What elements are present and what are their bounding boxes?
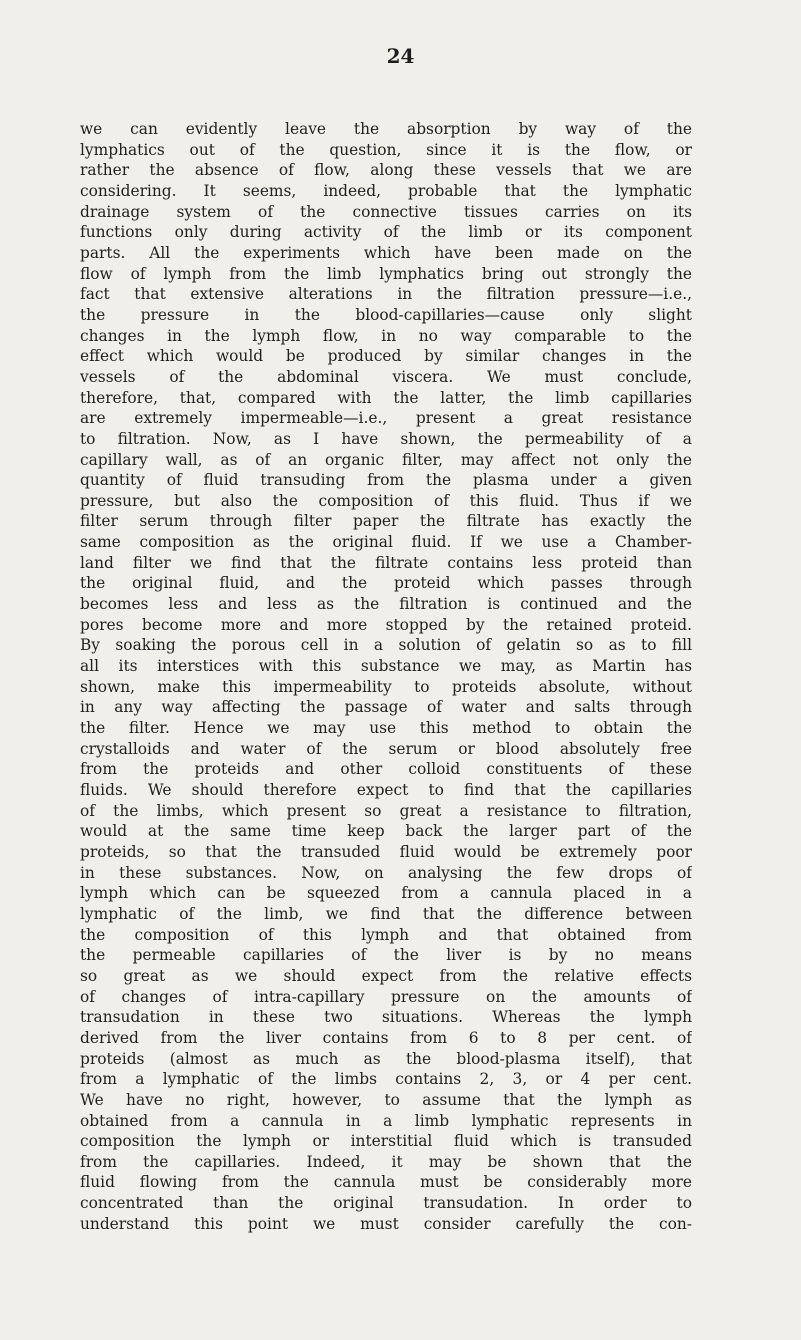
text-line: crystalloids and water of the serum or blood absolutely free: [80, 739, 692, 758]
text-line: from a lymphatic of the limbs contains 2, 3, or 4 per cent.: [80, 1070, 692, 1089]
text-line: lymph which can be squeezed from a cannula placed in a: [80, 884, 692, 903]
text-line: We have no right, however, to assume that the lymph as: [80, 1090, 692, 1109]
text-line: in any way affecting the passage of water and salts through: [80, 698, 692, 717]
text-line: changes in the lymph flow, in no way comparable to the: [80, 326, 692, 345]
text-line: the filter. Hence we may use this method to obtain the: [80, 719, 692, 738]
text-line: all its interstices with this substance we may, as Martin has: [80, 657, 692, 676]
text-line: composition the lymph or interstitial fluid which is transuded: [80, 1132, 692, 1151]
text-line: derived from the liver contains from 6 to 8 per cent. of: [80, 1028, 692, 1047]
text-line: filter serum through filter paper the filtrate has exactly the: [80, 512, 692, 531]
text-line: the pressure in the blood-capillaries—cause only slight: [80, 305, 692, 324]
text-line: fact that extensive alterations in the filtration pressure—i.e.,: [80, 285, 692, 304]
text-line: obtained from a cannula in a limb lymphatic represents in: [80, 1111, 692, 1130]
text-line: of changes of intra-capillary pressure on the amounts of: [80, 987, 692, 1006]
text-line: of the limbs, which present so great a resistance to filtration,: [80, 801, 692, 820]
text-line: lymphatics out of the question, since it is the flow, or: [80, 140, 692, 159]
text-line: vessels of the abdominal viscera. We must conclude,: [80, 367, 692, 386]
text-line: pores become more and more stopped by the retained proteid.: [80, 615, 692, 634]
text-line: fluids. We should therefore expect to find that the capillaries: [80, 781, 692, 799]
text-line: considering. It seems, indeed, probable that the lymphatic: [80, 181, 692, 200]
text-line: effect which would be produced by similar changes in the: [80, 347, 692, 366]
text-line: are extremely impermeable—i.e., present a great resistance: [80, 409, 692, 428]
text-line: drainage system of the connective tissues carries on its: [80, 202, 692, 221]
text-line: understand this point we must consider carefully the con-: [80, 1214, 692, 1233]
text-line: shown, make this impermeability to proteids absolute, without: [80, 677, 692, 696]
text-line: becomes less and less as the filtration is continued and the: [80, 595, 692, 614]
body-paragraph: [80, 119, 692, 1234]
text-line: parts. All the experiments which have been made on the: [80, 243, 692, 262]
text-line: transudation in these two situations. Whereas the lymph: [80, 1008, 692, 1027]
text-line: we can evidently leave the absorption by way of the: [80, 120, 692, 138]
text-line: in these substances. Now, on analysing the few drops of: [80, 863, 692, 882]
text-line: therefore, that, compared with the latter, the limb capillaries: [80, 388, 692, 407]
text-line: the permeable capillaries of the liver is by no means: [80, 946, 692, 965]
text-line: from the proteids and other colloid constituents of these: [80, 760, 692, 779]
text-line: pressure, but also the composition of this fluid. Thus if we: [80, 491, 692, 510]
text-line: would at the same time keep back the larger part of the: [80, 822, 692, 841]
text-line: functions only during activity of the limb or its component: [80, 223, 692, 242]
page-number: 24: [386, 44, 415, 68]
text-line: quantity of fluid transuding from the plasma under a given: [80, 471, 692, 490]
text-line: rather the absence of flow, along these vessels that we are: [80, 161, 692, 180]
text-line: concentrated than the original transudation. In order to: [80, 1194, 692, 1213]
text-line: lymphatic of the limb, we find that the difference between: [80, 904, 692, 923]
text-line: to filtration. Now, as I have shown, the permeability of a: [80, 429, 692, 448]
text-line: proteids, so that the transuded fluid would be extremely poor: [80, 842, 692, 861]
text-line: so great as we should expect from the relative effects: [80, 966, 692, 985]
text-line: capillary wall, as of an organic filter, may affect not only the: [80, 450, 692, 469]
text-line: the composition of this lymph and that obtained from: [80, 925, 692, 944]
text-line: the original fluid, and the proteid which passes through: [80, 574, 692, 593]
text-line: flow of lymph from the limb lymphatics bring out strongly the: [80, 264, 692, 283]
text-line: same composition as the original fluid. If we use a Chamber-: [80, 533, 692, 552]
text-line: fluid flowing from the cannula must be considerably more: [80, 1173, 692, 1192]
text-line: land filter we find that the filtrate contains less proteid than: [80, 553, 692, 572]
text-line: By soaking the porous cell in a solution of gelatin so as to fill: [80, 636, 692, 655]
text-line: from the capillaries. Indeed, it may be shown that the: [80, 1152, 692, 1171]
text-line: proteids (almost as much as the blood-plasma itself), that: [80, 1049, 692, 1068]
